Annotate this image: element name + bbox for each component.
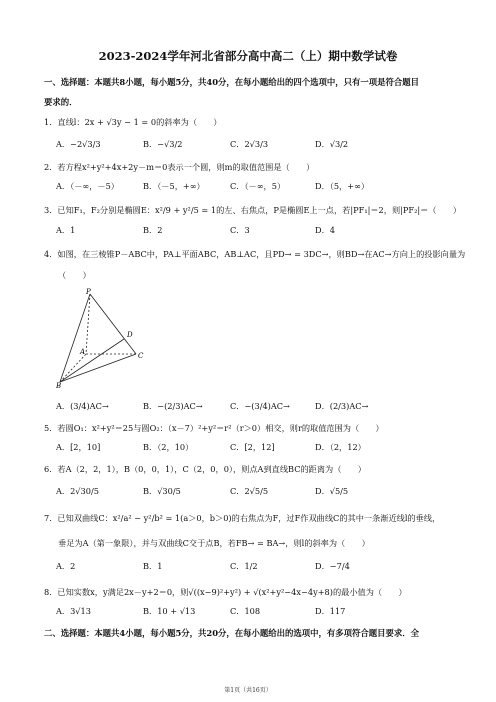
question-4-option-d: D．(2/3)AC→ <box>315 401 369 411</box>
section-1-heading-cont: 要求的． <box>44 97 78 107</box>
question-8-option-d: D．117 <box>315 606 346 616</box>
segment-bd <box>60 339 124 382</box>
question-7-option-d: D．−7/4 <box>315 561 350 571</box>
question-6-option-d: D．√5/5 <box>315 486 349 496</box>
question-2-option-b: B．（－5，+∞） <box>143 181 205 191</box>
question-3-option-c: C．3 <box>230 225 250 235</box>
question-5-option-c: C．[2，12] <box>230 442 275 452</box>
question-7-option-c: C．1/2 <box>230 561 258 571</box>
question-4-option-b: B．−(2/3)AC→ <box>143 401 203 411</box>
question-8: 8．已知实数x，y满足2x－y+2＝0，则√((x−9)²+y²) + √(x²+y²−4x−4y+8)的最小值为（ ） <box>44 587 407 597</box>
label-c: C <box>138 352 144 360</box>
question-4-paren: （ ） <box>58 270 91 280</box>
question-2-option-a: A．（－∞，－5） <box>56 181 119 191</box>
question-4-option-c: C．−(3/4)AC→ <box>230 401 290 411</box>
label-d: D <box>127 331 133 339</box>
question-7-option-a: A．2 <box>56 561 76 571</box>
question-5-option-a: A．[2，10] <box>56 442 101 452</box>
label-p: P <box>86 288 91 296</box>
question-7: 7．已知双曲线C：x²/a² − y²/b² = 1(a＞0，b＞0)的右焦点为F，过F作双曲线C的其中一条渐近线l的垂线， <box>44 513 441 523</box>
edge-bc <box>60 354 136 382</box>
question-1-option-d: D．√3/2 <box>315 139 349 149</box>
question-6-option-b: B．√30/5 <box>143 486 181 496</box>
question-1-option-b: B．−√3/2 <box>143 139 183 149</box>
section-1-heading: 一、选择题：本题共8小题，每小题5分，共40分，在每小题给出的四个选项中，只有一项是符合题目 <box>44 77 420 87</box>
question-8-option-a: A．3√13 <box>56 606 91 616</box>
question-6-option-c: C．2√5/5 <box>230 486 269 496</box>
question-3-option-d: D．4 <box>315 225 335 235</box>
question-3-option-b: B．2 <box>143 225 163 235</box>
question-2-option-d: D．（5，+∞） <box>315 181 370 191</box>
question-5-option-b: B．（2，10） <box>143 442 194 452</box>
tetrahedron-figure <box>56 288 146 388</box>
question-5: 5．若圆O₁：x²+y²＝25与圆O₂：（x－7）²+y²＝r²（r＞0）相交，则r的取值范围为（ ） <box>44 423 384 433</box>
question-1-option-c: C．2√3/3 <box>230 139 269 149</box>
question-1-option-a: A．−2√3/3 <box>56 139 101 149</box>
question-3: 3．已知F₁，F₂分别是椭圆E：x²/9 + y²/5 = 1的左、右焦点，P是椭圆E上一点，若|PF₁|＝2，则|PF₂|＝（ ） <box>44 205 462 215</box>
edge-pb <box>60 294 90 382</box>
question-1: 1．直线l：2x + √3y − 1 = 0的斜率为（ ） <box>44 117 222 127</box>
question-8-option-b: B．10 + √13 <box>143 606 196 616</box>
question-7-cont: 垂足为A（第一象限），并与双曲线C交于点B，若FB→ = BA→，则l的斜率为（ ） <box>58 538 370 548</box>
label-a: A <box>80 348 86 356</box>
section-2-heading: 二、选择题：本题共4小题，每小题5分，共20分，在每小题给出的选项中，有多项符合题目要求．全 <box>44 628 420 638</box>
question-2-option-c: C．（－∞，5） <box>230 181 286 191</box>
question-6-option-a: A．2√30/5 <box>56 486 99 496</box>
page-footer: 第1页（共16页） <box>224 686 272 694</box>
question-4: 4．如图，在三棱锥P－ABC中，PA⊥平面ABC，AB⊥AC，且PD→ = 3DC→，则BD→在AC→方向上的投影向量为 <box>44 249 466 259</box>
edge-pc <box>90 294 136 354</box>
page-title: 2023-2024学年河北省部分高中高二（上）期中数学试卷 <box>98 49 398 63</box>
question-3-option-a: A．1 <box>56 225 76 235</box>
question-2: 2．若方程x²+y²+4x+2y－m＝0表示一个圆，则m的取值范围是（ ） <box>44 162 315 172</box>
question-5-option-d: D．（2，12） <box>315 442 366 452</box>
question-6: 6．若A（2，2，1），B（0，0，1），C（2，0，0），则点A到直线BC的距离为（ ） <box>44 464 366 474</box>
label-b: B <box>56 382 62 388</box>
question-7-option-b: B．1 <box>143 561 163 571</box>
question-8-option-c: C．108 <box>230 606 261 616</box>
question-4-option-a: A．(3/4)AC→ <box>56 401 109 411</box>
edge-ba <box>60 354 86 382</box>
